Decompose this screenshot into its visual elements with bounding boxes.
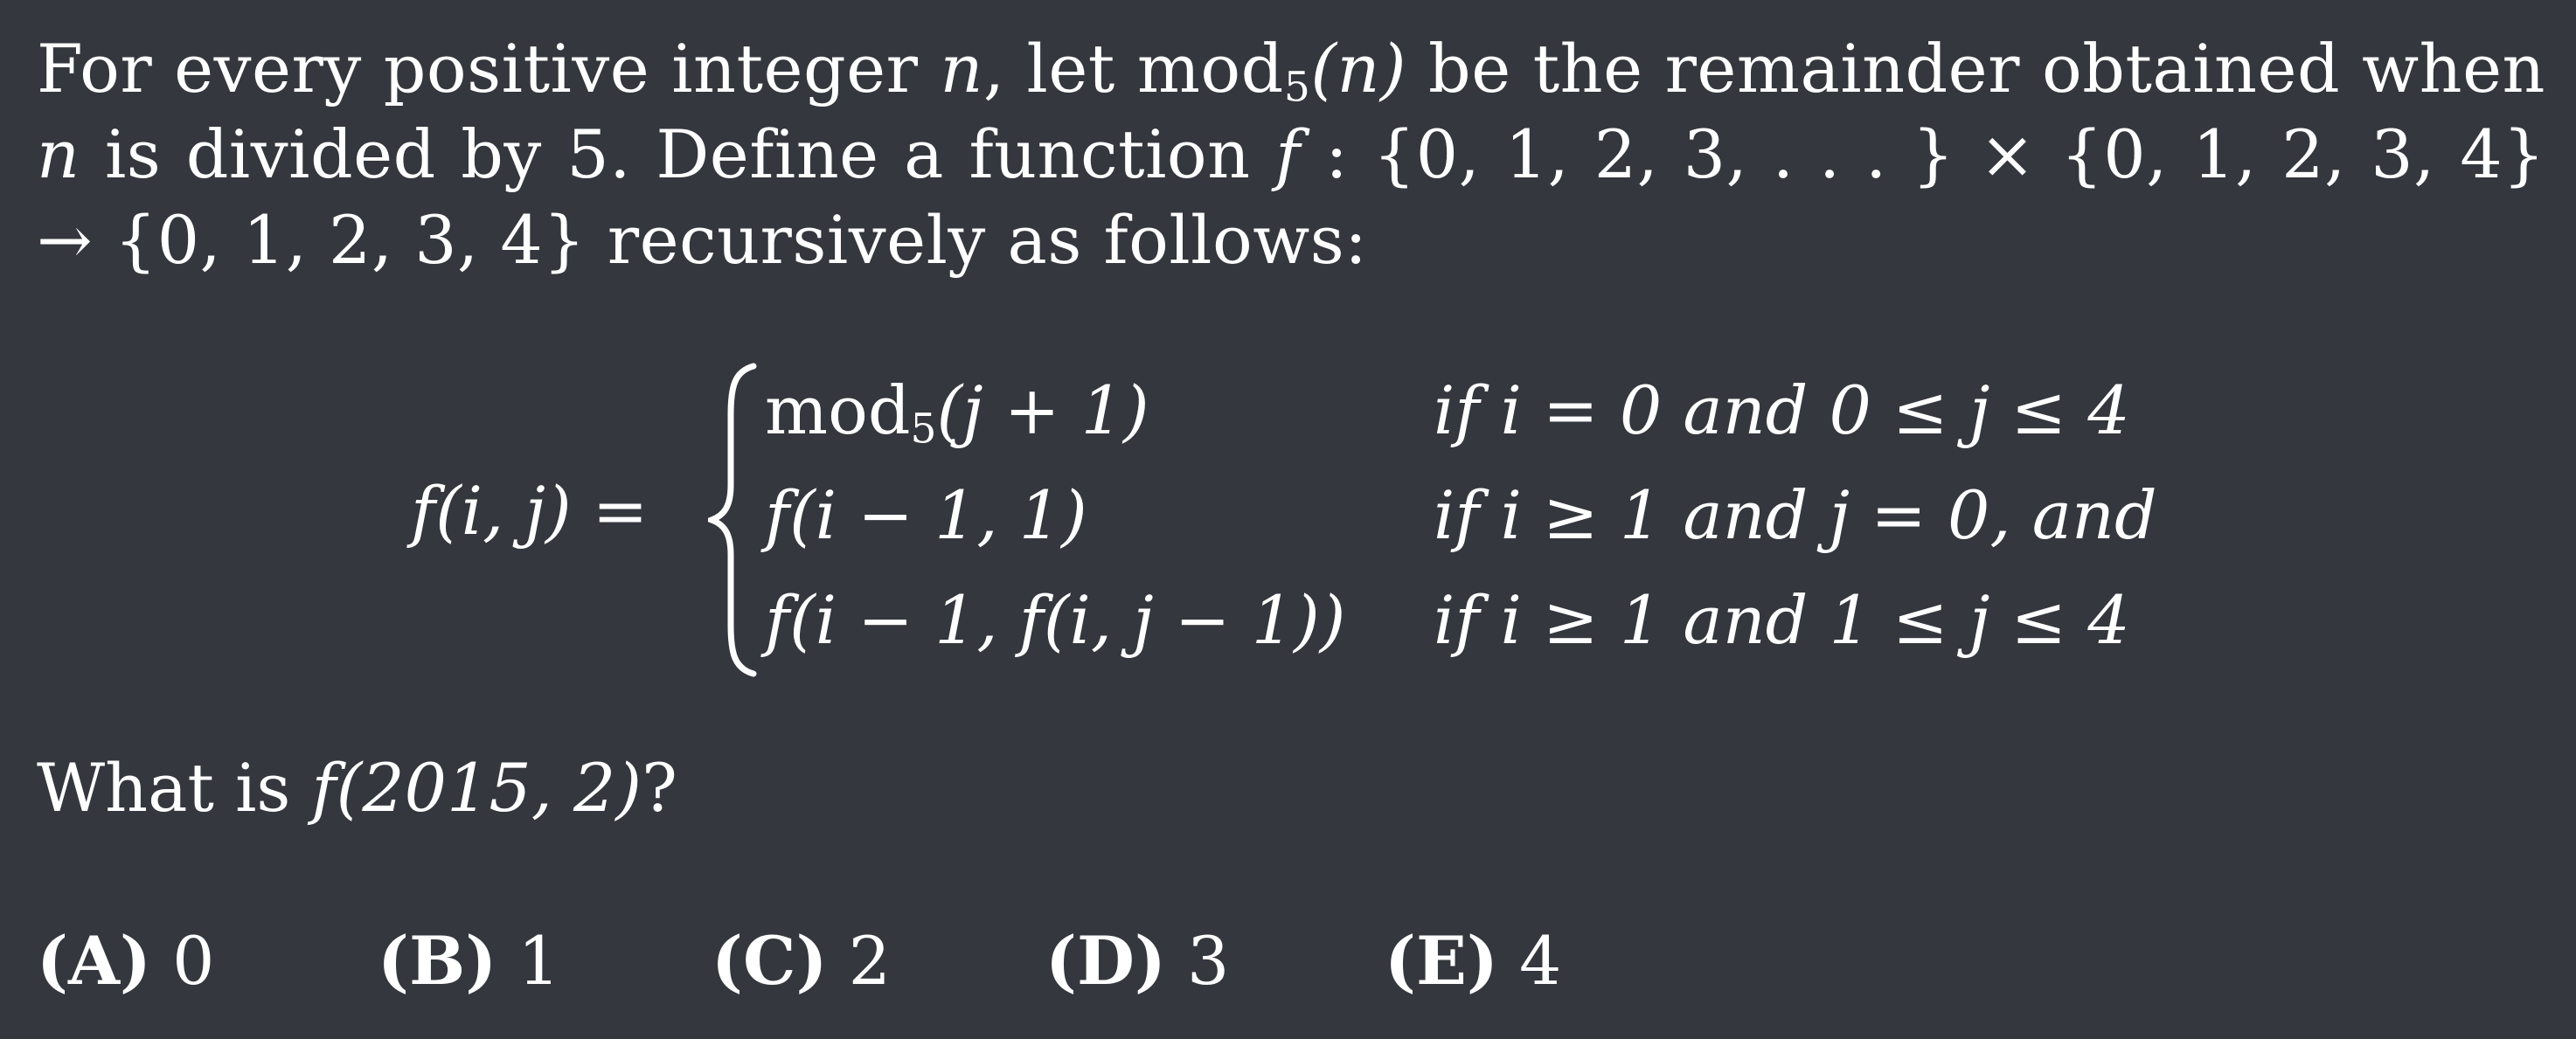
choice-b-value: 1 [517, 922, 560, 1000]
mod-argument: (n) [1310, 30, 1407, 107]
case-1-mod: mod [765, 371, 911, 449]
intro-text-3: be the remainder obtained when [1406, 30, 2546, 107]
choice-e-label: (E) [1385, 922, 1498, 1000]
question [37, 745, 677, 832]
case-3-condition: if i ≥ 1 and 1 ≤ j ≤ 4 [1434, 581, 2130, 659]
piecewise-definition [0, 354, 2576, 686]
mod-subscript: 5 [1283, 63, 1311, 112]
problem-statement [37, 26, 2545, 283]
case-1-mod-sub: 5 [910, 405, 937, 454]
definition-lhs: f(i, j) = [411, 472, 649, 550]
choice-c-label: (C) [712, 922, 828, 1000]
choice-e-value: 4 [1519, 922, 1562, 1000]
case-2-expression: f(i − 1, 1) [765, 476, 1087, 554]
choice-e[interactable] [1385, 918, 1561, 1005]
func-f: f [1275, 115, 1301, 193]
choice-d-label: (D) [1045, 922, 1166, 1000]
question-prefix: What is [37, 749, 312, 827]
choice-b[interactable] [378, 918, 560, 1005]
intro-text-2: , let [982, 30, 1137, 107]
choice-c[interactable] [712, 918, 891, 1005]
left-brace [708, 363, 760, 677]
case-1-condition: if i = 0 and 0 ≤ j ≤ 4 [1434, 371, 2130, 449]
domain-codomain: : {0, 1, 2, 3, . . . } × {0, 1, 2, 3, 4} → {0, 1, 2, 3, 4} [37, 115, 2545, 279]
choice-b-label: (B) [378, 922, 497, 1000]
choice-d[interactable] [1045, 918, 1229, 1005]
var-n: n [940, 30, 983, 107]
intro-text-5: recursively as follows: [586, 201, 1368, 279]
case-2-condition: if i ≥ 1 and j = 0, and [1434, 476, 2157, 554]
choice-c-value: 2 [848, 922, 891, 1000]
mod-function: mod [1136, 30, 1284, 107]
question-suffix: ? [642, 749, 677, 827]
intro-text-1: For every positive integer [37, 30, 941, 107]
question-expression: f(2015, 2) [311, 749, 642, 827]
choice-d-value: 3 [1187, 922, 1230, 1000]
case-1-arg: (j + 1) [936, 371, 1149, 449]
case-1-expression [765, 367, 1149, 454]
choice-a[interactable] [37, 918, 214, 1005]
case-3-expression: f(i − 1, f(i, j − 1)) [765, 581, 1346, 659]
var-n-2: n [37, 115, 80, 193]
choice-a-label: (A) [37, 922, 151, 1000]
intro-text-4: is divided by 5. Define a function [80, 115, 1276, 193]
choice-a-value: 0 [172, 922, 215, 1000]
